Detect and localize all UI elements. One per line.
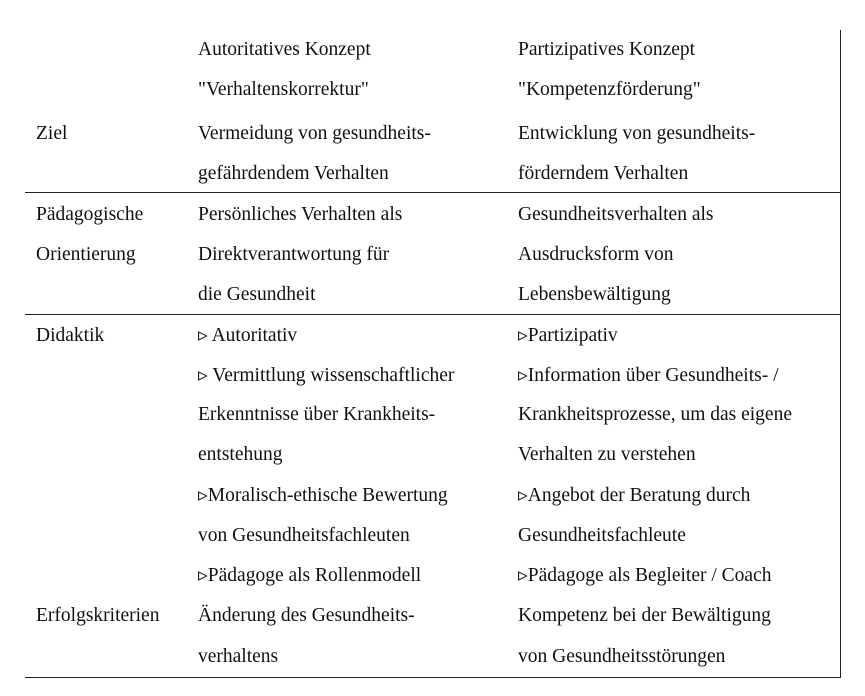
cell-text: Gesundheitsfachleute (518, 525, 686, 546)
cell-text: Krankheitsprozesse, um das eigene (518, 404, 792, 425)
cell-text: Persönliches Verhalten als (198, 204, 403, 225)
row-label-didaktik: Didaktik (36, 325, 105, 346)
cell-text: die Gesundheit (198, 284, 316, 305)
cell-text: Ausdrucksform von (518, 244, 674, 265)
cell-text: ▹Information über Gesundheits- / (518, 365, 779, 386)
table-right-border (840, 30, 841, 678)
cell-text: Entwicklung von gesundheits- (518, 123, 756, 144)
cell-text: Direktverantwortung für (198, 244, 390, 265)
row-divider-1 (25, 192, 841, 193)
cell-text: Erkenntnisse über Krankheits- (198, 404, 436, 425)
cell-text: Vermeidung von gesundheits- (198, 123, 431, 144)
header-autoritativ-subtitle: "Verhaltenskorrektur" (198, 79, 369, 100)
cell-text: Verhalten zu verstehen (518, 444, 696, 465)
cell-text: förderndem Verhalten (518, 163, 689, 184)
cell-text: gefährdendem Verhalten (198, 163, 389, 184)
header-autoritativ-title: Autoritatives Konzept (198, 39, 371, 60)
cell-text: ▹Moralisch-ethische Bewertung (198, 485, 448, 506)
row-label-erfolgskriterien: Erfolgskriterien (36, 605, 160, 626)
cell-text: ▹Pädagoge als Rollenmodell (198, 565, 422, 586)
cell-text: ▹Partizipativ (518, 325, 618, 346)
header-partizipativ-title: Partizipatives Konzept (518, 39, 696, 60)
cell-text: Gesundheitsverhalten als (518, 204, 714, 225)
cell-text: ▹Angebot der Beratung durch (518, 485, 751, 506)
row-label-orientierung: Pädagogische (36, 204, 144, 225)
row-divider-2 (25, 314, 841, 315)
cell-text: ▹ Autoritativ (198, 325, 298, 346)
cell-text: entstehung (198, 444, 283, 465)
cell-text: Änderung des Gesundheits- (198, 605, 415, 626)
cell-text: von Gesundheitsfachleuten (198, 525, 410, 546)
header-partizipativ-subtitle: "Kompetenzförderung" (518, 79, 701, 100)
cell-text: Lebensbewältigung (518, 284, 671, 305)
cell-text: von Gesundheitsstörungen (518, 646, 726, 667)
cell-text: Kompetenz bei der Bewältigung (518, 605, 771, 626)
cell-text: verhaltens (198, 646, 279, 667)
cell-text: ▹ Vermittlung wissenschaftlicher (198, 365, 455, 386)
cell-text: ▹Pädagoge als Begleiter / Coach (518, 565, 772, 586)
row-label-ziel: Ziel (36, 123, 68, 144)
table-bottom-border (25, 677, 841, 678)
row-label-orientierung: Orientierung (36, 244, 136, 265)
